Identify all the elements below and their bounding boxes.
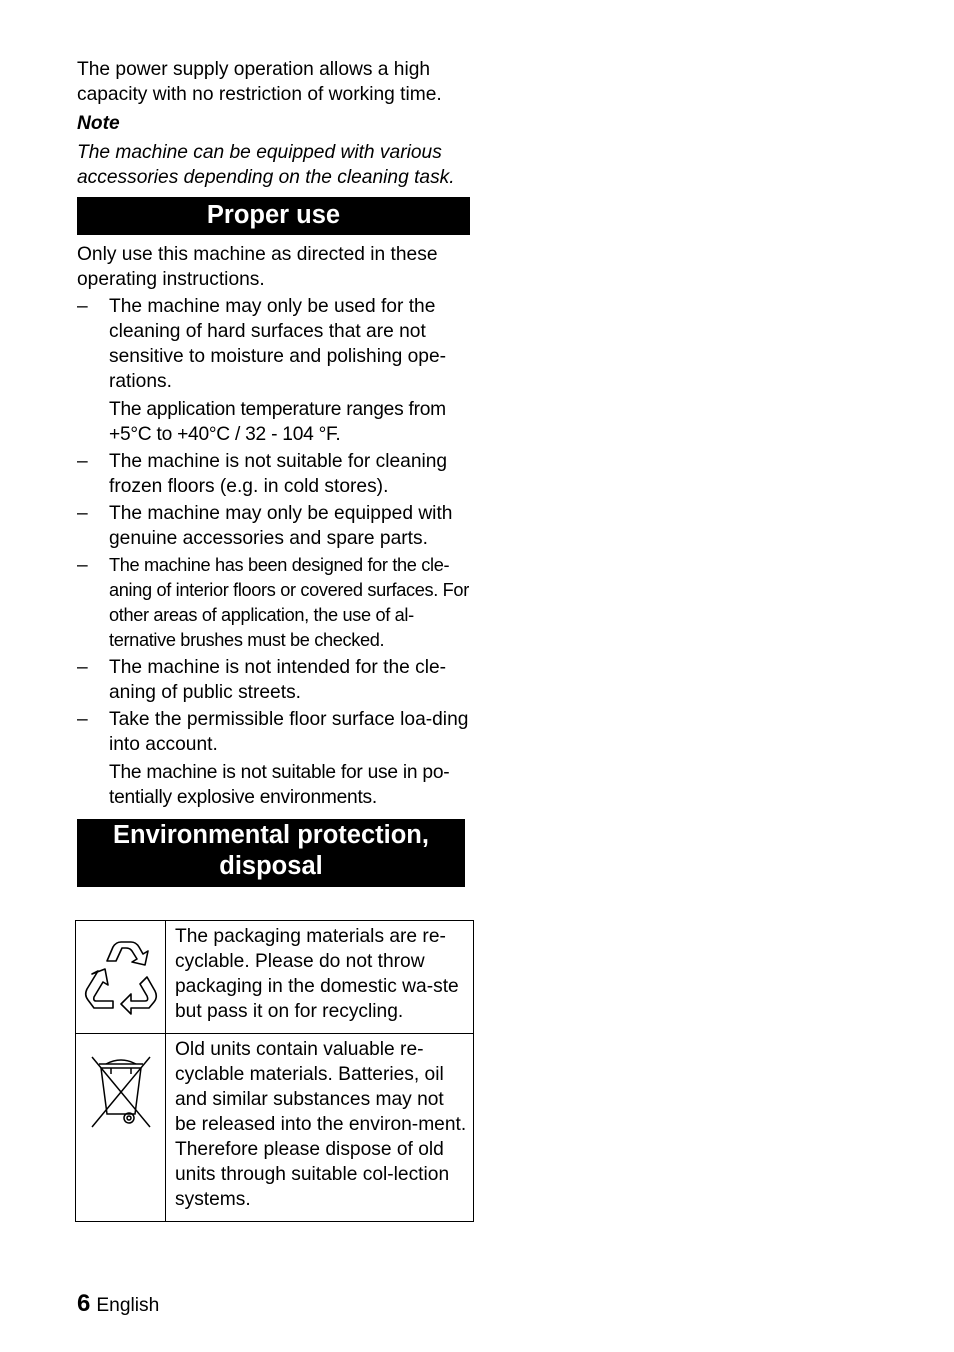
proper-use-intro: Only use this machine as directed in these operating instructions. bbox=[77, 244, 438, 290]
list-item bbox=[77, 707, 477, 757]
list-item-subtext: The machine is not suitable for use in po-tentially explosive environments. bbox=[109, 762, 450, 808]
crossed-out-bin-icon bbox=[89, 1054, 153, 1130]
disposal-text: Old units contain valuable re-cyclable materials. Batteries, oil and similar substances may not be released into the environ-ment. Therefore please dispose of old units through suitable col-lection systems. bbox=[175, 1039, 467, 1210]
list-item bbox=[77, 553, 477, 653]
list-item-text: – The machine has been designed for the cle-aning of interior floors or covered surfaces. For other areas of application, the use of al-ternative brushes must be checked. bbox=[109, 555, 469, 650]
table-cell-text bbox=[166, 1034, 474, 1222]
table-cell-text bbox=[166, 921, 474, 1034]
footer-language: English bbox=[96, 1295, 160, 1316]
page-number: 6 bbox=[77, 1290, 91, 1317]
table-cell-icon bbox=[76, 921, 166, 1034]
table-row bbox=[76, 921, 474, 1034]
recycling-text: The packaging materials are re-cyclable. Please do not throw packaging in the domestic wa-ste but pass it on for recycling. bbox=[175, 926, 459, 1022]
list-item bbox=[77, 501, 477, 551]
proper-use-list bbox=[77, 294, 477, 394]
list-item-text: – Take the permissible floor surface loa-ding into account. bbox=[109, 709, 469, 755]
page-footer bbox=[77, 1290, 159, 1318]
environment-heading-line2: disposal bbox=[219, 852, 323, 880]
proper-use-list-continued bbox=[77, 449, 477, 757]
table-cell-icon bbox=[76, 1034, 166, 1222]
proper-use-heading: Proper use bbox=[77, 197, 470, 235]
text-column bbox=[77, 57, 477, 887]
disposal-table bbox=[75, 920, 474, 1222]
list-item-text: – The machine is not intended for the cle-aning of public streets. bbox=[109, 657, 447, 703]
list-item-subtext: The application temperature ranges from +5°C to +40°C / 32 - 104 °F. bbox=[109, 399, 446, 445]
list-item bbox=[77, 449, 477, 499]
table-row bbox=[76, 1034, 474, 1222]
list-item bbox=[77, 294, 477, 394]
environment-heading bbox=[77, 819, 465, 887]
list-item-text: – The machine may only be equipped with genuine accessories and spare parts. bbox=[109, 503, 453, 549]
intro-paragraph: The power supply operation allows a high capacity with no restriction of working time. bbox=[77, 59, 442, 105]
list-item-text: – The machine may only be used for the cleaning of hard surfaces that are not sensitive to moisture and polishing ope-rations. bbox=[109, 296, 447, 392]
note-title: Note bbox=[77, 113, 120, 134]
recycling-icon bbox=[83, 935, 159, 1015]
note-text: The machine can be equipped with various accessories depending on the cleaning task. bbox=[77, 142, 455, 188]
list-item-text: – The machine is not suitable for cleaning frozen floors (e.g. in cold stores). bbox=[109, 451, 448, 497]
list-item bbox=[77, 655, 477, 705]
environment-heading-line1: Environmental protection, bbox=[113, 821, 429, 849]
